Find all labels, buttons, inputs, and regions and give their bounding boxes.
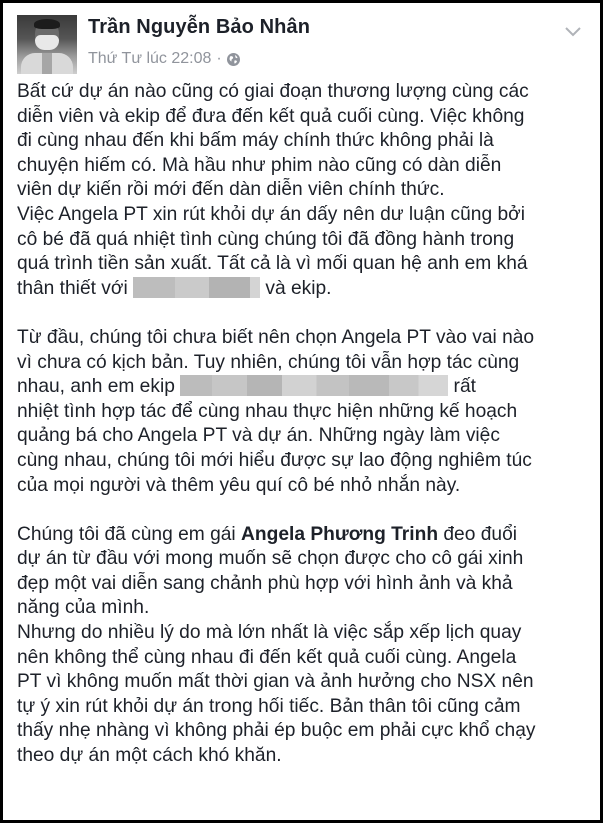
avatar-shirt-shape bbox=[42, 53, 52, 74]
post-text-line: thấy nhẹ nhàng vì không phải ép buộc em phải cực khổ chạy bbox=[17, 720, 536, 742]
text-segment: thân thiết với bbox=[17, 277, 134, 299]
avatar-hair-shape bbox=[34, 19, 60, 29]
post-text-line: tự ý xin rút khỏi dự án trong hối tiếc. Bản thân tôi cũng cảm bbox=[17, 695, 521, 717]
post-text-line: đi cùng nhau đến khi bấm máy chính thức không phải là bbox=[17, 130, 494, 152]
post-body bbox=[17, 80, 592, 769]
text-segment: đeo đuổi bbox=[438, 523, 517, 545]
post-text-line bbox=[17, 375, 592, 400]
post-text-line: cô bé đã quá nhiệt tình cùng chúng tôi đã đồng hành trong bbox=[17, 228, 515, 250]
post-text-line: Việc Angela PT xin rút khỏi dự án dấy nên dư luận cũng bởi bbox=[17, 203, 525, 225]
redacted-name-blur bbox=[133, 277, 260, 298]
post-text-line: của mọi người và thêm yêu quí cô bé nhỏ nhắn này. bbox=[17, 474, 461, 496]
author-avatar[interactable] bbox=[17, 15, 77, 74]
author-name-link[interactable]: Trần Nguyễn Bảo Nhân bbox=[88, 16, 311, 38]
post-text-line: vì chưa có kịch bản. Tuy nhiên, chúng tôi vẫn hợp tác cùng bbox=[17, 351, 520, 373]
tagged-person-name[interactable]: Angela Phương Trinh bbox=[241, 523, 439, 545]
text-segment: Chúng tôi đã cùng em gái bbox=[17, 523, 242, 545]
post-text-line bbox=[17, 523, 592, 548]
text-segment: và ekip. bbox=[260, 277, 332, 299]
post-text-line: Bất cứ dự án nào cũng có giai đoạn thương lượng cùng các bbox=[17, 81, 529, 102]
post-text-line: nên không thể cùng nhau đi đến kết quả cuối cùng. Angela bbox=[17, 646, 517, 668]
post-card bbox=[3, 3, 600, 820]
text-segment: nhau, anh em ekip bbox=[17, 376, 181, 398]
post-text-line: quảng bá cho Angela PT và dự án. Những ngày làm việc bbox=[17, 425, 500, 447]
post-text-line: Từ đầu, chúng tôi chưa biết nên chọn Angela PT vào vai nào bbox=[17, 326, 535, 348]
post-timestamp[interactable]: Thứ Tư lúc 22:08 bbox=[88, 50, 212, 67]
meta-separator: · bbox=[216, 50, 222, 67]
chevron-down-icon[interactable] bbox=[564, 25, 582, 37]
post-text-line: cùng nhau, chúng tôi mới hiểu được sự lao động nghiêm túc bbox=[17, 449, 532, 471]
post-text-line: đẹp một vai diễn sang chảnh phù hợp với hình ảnh và khả bbox=[17, 572, 513, 594]
post-text-line: Nhưng do nhiều lý do mà lớn nhất là việc sắp xếp lịch quay bbox=[17, 622, 522, 644]
post-text-line: dự án từ đầu với mong muốn sẽ chọn được cho cô gái xinh bbox=[17, 548, 524, 570]
post-text-line: PT vì không muốn mất thời gian và ảnh hưởng cho NSX nên bbox=[17, 671, 534, 693]
post-text-line: diễn viên và ekip để đưa đến kết quả cuối cùng. Việc không bbox=[17, 105, 525, 127]
post-text-line: năng của mình. bbox=[17, 597, 150, 619]
redacted-names-blur bbox=[180, 375, 448, 396]
post-meta bbox=[88, 50, 240, 68]
post-text-line: theo dự án một cách khó khăn. bbox=[17, 745, 282, 767]
post-text-line: quá trình tiền sản xuất. Tất cả là vì mối quan hệ anh em khá bbox=[17, 253, 528, 275]
post-text-line: chuyện hiếm có. Mà hầu như phim nào cũng có dàn diễn bbox=[17, 154, 502, 176]
avatar-mask-shape bbox=[35, 35, 59, 50]
post-header bbox=[3, 3, 600, 83]
post-text-line: viên dự kiến rồi mới đến dàn diễn viên chính thức. bbox=[17, 179, 445, 201]
paragraph-gap bbox=[17, 301, 592, 326]
post-text-line: nhiệt tình hợp tác để cùng nhau thực hiện những kế hoạch bbox=[17, 400, 518, 422]
text-segment: rất bbox=[448, 376, 476, 398]
paragraph-gap bbox=[17, 498, 592, 523]
globe-icon[interactable] bbox=[227, 53, 240, 66]
post-text-line bbox=[17, 277, 592, 302]
